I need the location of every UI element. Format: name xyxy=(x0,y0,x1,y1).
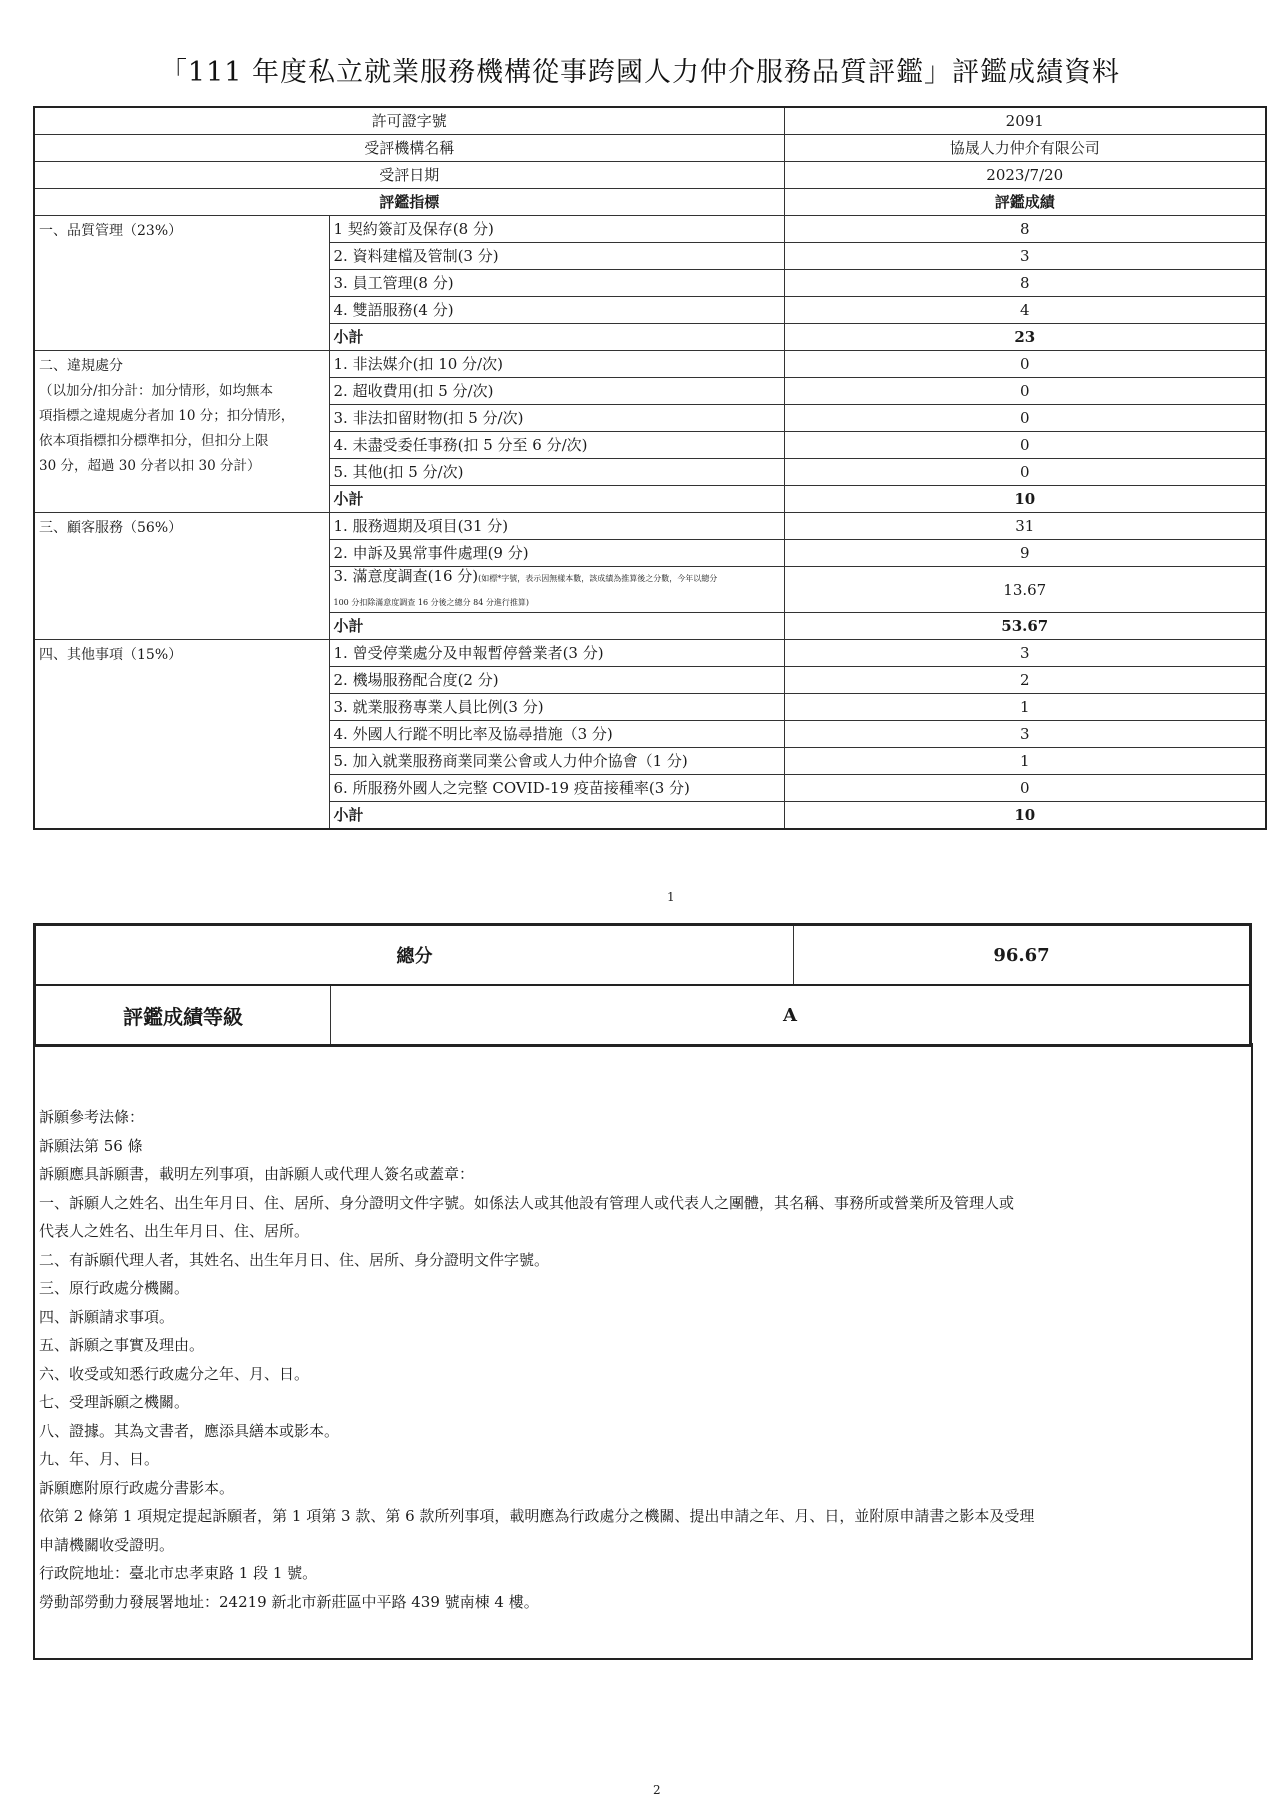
category-note: 30 分，超過 30 分者以扣 30 分計） xyxy=(39,458,261,474)
header-indicator: 評鑑指標 xyxy=(34,189,784,216)
grade-label: 評鑑成績等級 xyxy=(35,985,331,1046)
item-label xyxy=(329,513,784,540)
item-label xyxy=(329,694,784,721)
item-row xyxy=(34,216,1266,243)
item-note-b: 100 分扣除滿意度調查 16 分後之總分 84 分進行推算) xyxy=(333,598,529,607)
category-note: （以加分/扣分計：加分情形，如均無本 xyxy=(39,383,274,399)
item-score: 0 xyxy=(784,378,1266,405)
item-label-text: 1. 非法媒介(扣 10 分/次) xyxy=(333,355,503,373)
item-label-text: 1. 服務週期及項目(31 分) xyxy=(333,517,509,535)
law-line: 一、訴願人之姓名、出生年月日、住、居所、身分證明文件字號。如係法人或其他設有管理人或代表人之團體，其名稱、事務所或營業所及管理人或 xyxy=(39,1193,1015,1212)
item-score: 3 xyxy=(784,721,1266,748)
subtotal-value: 10 xyxy=(784,486,1266,513)
info-row xyxy=(34,162,1266,189)
law-line: 勞動部勞動力發展署地址：24219 新北市新莊區中平路 439 號南棟 4 樓。 xyxy=(39,1592,539,1611)
item-score: 1 xyxy=(784,694,1266,721)
item-score: 8 xyxy=(784,216,1266,243)
item-label-text: 2. 資料建檔及管制(3 分) xyxy=(333,247,499,265)
law-line: 二、有訴願代理人者，其姓名、出生年月日、住、居所、身分證明文件字號。 xyxy=(39,1250,550,1269)
category-title: 一、品質管理（23%） xyxy=(39,223,183,239)
subtotal-label: 小計 xyxy=(329,802,784,830)
category-title: 三、顧客服務（56%） xyxy=(39,520,183,536)
item-label-text: 5. 加入就業服務商業同業公會或人力仲介協會（1 分) xyxy=(333,752,688,770)
law-line: 訴願應附原行政處分書影本。 xyxy=(39,1478,235,1497)
info-value: 協晟人力仲介有限公司 xyxy=(784,135,1266,162)
item-score: 8 xyxy=(784,270,1266,297)
law-line: 依第 2 條第 1 項規定提起訴願者，第 1 項第 3 款、第 6 款所列事項，載明應為行政處分之機關、提出申請之年、月、日，並附原申請書之影本及受理 xyxy=(39,1507,1035,1525)
appeal-law-box xyxy=(33,1043,1253,1660)
item-score: 0 xyxy=(784,351,1266,378)
item-label-text: 1. 曾受停業處分及申報暫停營業者(3 分) xyxy=(333,644,604,662)
header-row xyxy=(34,189,1266,216)
page-title: 「111 年度私立就業服務機構從事跨國人力仲介服務品質評鑑」評鑑成績資料 xyxy=(159,57,1121,88)
item-label xyxy=(329,243,784,270)
item-label xyxy=(329,459,784,486)
item-label xyxy=(329,405,784,432)
item-label xyxy=(329,270,784,297)
law-line: 申請機關收受證明。 xyxy=(39,1535,175,1554)
item-label-text: 3. 非法扣留財物(扣 5 分/次) xyxy=(333,409,524,427)
item-label xyxy=(329,540,784,567)
item-label-text: 5. 其他(扣 5 分/次) xyxy=(333,463,464,481)
law-line: 代表人之姓名、出生年月日、住、居所。 xyxy=(39,1222,310,1240)
law-line: 四、訴願請求事項。 xyxy=(39,1307,175,1326)
item-score: 13.67 xyxy=(784,567,1266,613)
subtotal-value: 10 xyxy=(784,802,1266,830)
info-value: 2023/7/20 xyxy=(784,162,1266,189)
subtotal-label: 小計 xyxy=(329,613,784,640)
total-label: 總分 xyxy=(35,925,794,986)
item-label-text: 2. 申訴及異常事件處理(9 分) xyxy=(333,544,529,562)
category-cell xyxy=(34,216,329,351)
law-line: 五、訴願之事實及理由。 xyxy=(39,1336,205,1354)
law-line: 六、收受或知悉行政處分之年、月、日。 xyxy=(39,1364,310,1383)
item-label xyxy=(329,748,784,775)
item-score: 4 xyxy=(784,297,1266,324)
info-label: 受評機構名稱 xyxy=(34,135,784,162)
total-table xyxy=(33,923,1252,1047)
item-score: 0 xyxy=(784,432,1266,459)
item-score: 3 xyxy=(784,640,1266,667)
item-label-text: 3. 員工管理(8 分) xyxy=(333,274,454,292)
item-label xyxy=(329,351,784,378)
item-score: 1 xyxy=(784,748,1266,775)
item-label-text: 3. 就業服務專業人員比例(3 分) xyxy=(333,698,544,716)
info-row xyxy=(34,135,1266,162)
category-note: 依本項指標扣分標準扣分，但扣分上限 xyxy=(39,433,269,449)
item-score: 3 xyxy=(784,243,1266,270)
item-label xyxy=(329,216,784,243)
total-value: 96.67 xyxy=(794,925,1251,986)
appeal-law-text xyxy=(39,1103,1245,1616)
item-label-text: 2. 機場服務配合度(2 分) xyxy=(333,671,499,689)
subtotal-label: 小計 xyxy=(329,486,784,513)
law-line: 七、受理訴願之機關。 xyxy=(39,1393,190,1411)
item-label xyxy=(329,667,784,694)
item-row xyxy=(34,513,1266,540)
item-row xyxy=(34,351,1266,378)
item-label-text: 1 契約簽訂及保存(8 分) xyxy=(333,220,494,238)
law-line: 訴願法第 56 條 xyxy=(39,1136,143,1155)
subtotal-value: 23 xyxy=(784,324,1266,351)
item-label xyxy=(329,432,784,459)
category-cell xyxy=(34,640,329,830)
item-label xyxy=(329,721,784,748)
law-line: 行政院地址：臺北市忠孝東路 1 段 1 號。 xyxy=(39,1564,318,1582)
page-number-2: 2 xyxy=(653,1783,661,1797)
info-label: 許可證字號 xyxy=(34,107,784,135)
item-label-text: 4. 外國人行蹤不明比率及協尋措施（3 分) xyxy=(333,725,613,743)
item-label-text: 4. 雙語服務(4 分) xyxy=(333,301,454,319)
law-line: 訴願參考法條： xyxy=(39,1108,145,1126)
item-row xyxy=(34,640,1266,667)
subtotal-value: 53.67 xyxy=(784,613,1266,640)
info-row xyxy=(34,107,1266,135)
item-label-text: 2. 超收費用(扣 5 分/次) xyxy=(333,382,494,400)
item-label xyxy=(329,775,784,802)
category-note: 項指標之違規處分者加 10 分；扣分情形， xyxy=(39,408,295,424)
page-number-1: 1 xyxy=(667,890,675,904)
subtotal-label: 小計 xyxy=(329,324,784,351)
item-score: 0 xyxy=(784,405,1266,432)
item-label xyxy=(329,297,784,324)
item-score: 9 xyxy=(784,540,1266,567)
item-score: 31 xyxy=(784,513,1266,540)
law-line: 三、原行政處分機關。 xyxy=(39,1279,190,1297)
grade-value: A xyxy=(331,985,1251,1046)
item-score: 0 xyxy=(784,459,1266,486)
item-score: 2 xyxy=(784,667,1266,694)
law-line: 訴願應具訴願書，載明左列事項，由訴願人或代理人簽名或蓋章： xyxy=(39,1165,475,1183)
item-label xyxy=(329,567,784,613)
item-label xyxy=(329,640,784,667)
item-label xyxy=(329,378,784,405)
item-label-text: 3. 滿意度調查(16 分) xyxy=(333,567,479,585)
info-value: 2091 xyxy=(784,107,1266,135)
info-label: 受評日期 xyxy=(34,162,784,189)
category-title: 二、違規處分 xyxy=(39,358,123,374)
header-score: 評鑑成績 xyxy=(784,189,1266,216)
law-line: 八、證據。其為文書者，應添具繕本或影本。 xyxy=(39,1421,340,1440)
category-cell xyxy=(34,513,329,640)
law-line: 九、年、月、日。 xyxy=(39,1450,160,1468)
category-cell xyxy=(34,351,329,513)
item-score: 0 xyxy=(784,775,1266,802)
score-table xyxy=(33,106,1267,830)
item-label-text: 4. 未盡受委任事務(扣 5 分至 6 分/次) xyxy=(333,436,588,454)
item-label-text: 6. 所服務外國人之完整 COVID-19 疫苗接種率(3 分) xyxy=(333,779,690,797)
item-note-a: (如標*字號，表示因無樣本數，該成績為推算後之分數，今年以總分 xyxy=(478,574,718,583)
category-title: 四、其他事項（15%） xyxy=(39,647,183,663)
